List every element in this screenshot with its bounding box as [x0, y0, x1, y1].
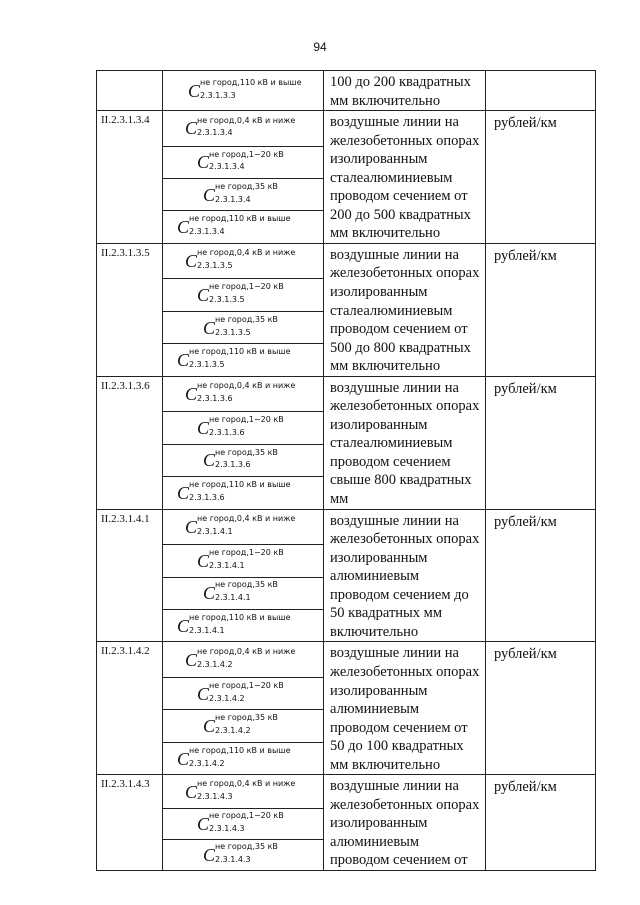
symbol-subscript: 2.3.1.3.5	[215, 327, 251, 337]
description-cell: воздушные линии на железобетонных опорах изолированным сталеалюминиевым проводом сечением свыше 800 квадратных мм	[324, 376, 486, 509]
symbol-superscript: не город,0,4 кВ и ниже	[197, 248, 296, 258]
symbol-subscript: 2.3.1.3.6	[215, 460, 251, 470]
symbol-cell	[163, 71, 324, 111]
symbol-cell	[163, 577, 324, 609]
unit-cell	[486, 71, 596, 111]
symbol-superscript: не город,35 кВ	[215, 713, 278, 723]
table-row	[97, 509, 596, 545]
symbol-superscript: не город,1−20 кВ	[209, 811, 284, 821]
symbol-superscript: не город,35 кВ	[215, 314, 278, 324]
code-cell: II.2.3.1.3.5	[97, 243, 163, 376]
symbol-subscript: 2.3.1.4.1	[209, 560, 245, 570]
symbol-subscript: 2.3.1.3.4	[189, 227, 225, 237]
unit-cell: рублей/км	[486, 775, 596, 871]
symbol-letter: C	[177, 217, 190, 238]
symbol-letter: C	[197, 814, 210, 835]
table-row	[97, 642, 596, 678]
symbol-subscript: 2.3.1.3.6	[189, 492, 225, 502]
symbol-cell	[163, 509, 324, 545]
symbol-subscript: 2.3.1.4.1	[197, 526, 233, 536]
symbol-letter: C	[197, 683, 210, 704]
symbol-subscript: 2.3.1.3.4	[209, 162, 245, 172]
symbol-superscript: не город,0,4 кВ и ниже	[197, 115, 296, 125]
symbol-letter: C	[185, 251, 198, 272]
symbol-cell	[163, 477, 324, 509]
symbol-cell	[163, 111, 324, 147]
symbol-superscript: не город,0,4 кВ и ниже	[197, 646, 296, 656]
symbol-cell	[163, 775, 324, 809]
symbol-subscript: 2.3.1.4.2	[215, 726, 251, 736]
symbol-cell	[163, 642, 324, 678]
symbol-superscript: не город,35 кВ	[215, 842, 278, 852]
symbol-superscript: не город,110 кВ и выше	[189, 347, 291, 357]
description-cell: воздушные линии на железобетонных опорах изолированным сталеалюминиевым проводом сечением от 500 до 800 квадратных мм включительно	[324, 243, 486, 376]
symbol-letter: C	[197, 285, 210, 306]
unit-cell: рублей/км	[486, 111, 596, 244]
symbol-letter: C	[203, 317, 216, 338]
symbol-superscript: не город,1−20 кВ	[209, 282, 284, 292]
symbol-subscript: 2.3.1.3.3	[200, 90, 236, 100]
symbol-superscript: не город,0,4 кВ и ниже	[197, 778, 296, 788]
symbol-cell	[163, 840, 324, 871]
table-row	[97, 775, 596, 809]
symbol-cell	[163, 211, 324, 243]
symbol-letter: C	[203, 450, 216, 471]
unit-cell: рублей/км	[486, 509, 596, 642]
symbol-letter: C	[185, 118, 198, 139]
symbol-cell	[163, 243, 324, 279]
symbol-superscript: не город,0,4 кВ и ниже	[197, 514, 296, 524]
symbol-letter: C	[188, 80, 201, 101]
page-number: 94	[313, 40, 327, 54]
symbol-letter: C	[177, 748, 190, 769]
symbol-subscript: 2.3.1.4.2	[197, 659, 233, 669]
symbol-letter: C	[185, 781, 198, 802]
symbol-letter: C	[177, 615, 190, 636]
symbol-cell	[163, 179, 324, 211]
symbol-subscript: 2.3.1.3.4	[215, 194, 251, 204]
description-cell: 100 до 200 квадратных мм включительно	[324, 71, 486, 111]
symbol-letter: C	[197, 152, 210, 173]
symbol-superscript: не город,0,4 кВ и ниже	[197, 381, 296, 391]
unit-cell: рублей/км	[486, 243, 596, 376]
table-row	[97, 376, 596, 412]
symbol-cell	[163, 376, 324, 412]
code-cell: II.2.3.1.4.2	[97, 642, 163, 775]
symbol-cell	[163, 609, 324, 641]
symbol-superscript: не город,1−20 кВ	[209, 680, 284, 690]
symbol-cell	[163, 344, 324, 376]
symbol-letter: C	[197, 550, 210, 571]
symbol-letter: C	[185, 516, 198, 537]
symbol-subscript: 2.3.1.3.5	[209, 295, 245, 305]
symbol-subscript: 2.3.1.4.1	[189, 625, 225, 635]
table-row	[97, 111, 596, 147]
symbol-superscript: не город,1−20 кВ	[209, 548, 284, 558]
description-cell: воздушные линии на железобетонных опорах изолированным сталеалюминиевым проводом сечением от 200 до 500 квадратных мм включительно	[324, 111, 486, 244]
symbol-cell	[163, 809, 324, 840]
symbol-cell	[163, 146, 324, 178]
unit-cell: рублей/км	[486, 376, 596, 509]
symbol-superscript: не город,1−20 кВ	[209, 149, 284, 159]
code-cell: II.2.3.1.4.3	[97, 775, 163, 871]
symbol-cell	[163, 677, 324, 709]
symbol-subscript: 2.3.1.4.3	[209, 824, 245, 834]
symbol-subscript: 2.3.1.3.6	[197, 394, 233, 404]
symbol-letter: C	[203, 583, 216, 604]
table-row	[97, 243, 596, 279]
code-cell: II.2.3.1.3.6	[97, 376, 163, 509]
symbol-superscript: не город,35 кВ	[215, 181, 278, 191]
symbol-subscript: 2.3.1.3.5	[189, 360, 225, 370]
symbol-cell	[163, 742, 324, 774]
symbol-cell	[163, 311, 324, 343]
symbol-letter: C	[185, 384, 198, 405]
unit-cell: рублей/км	[486, 642, 596, 775]
symbol-cell	[163, 444, 324, 476]
symbol-superscript: не город,35 кВ	[215, 447, 278, 457]
table-row	[97, 71, 596, 111]
symbol-cell	[163, 710, 324, 742]
symbol-superscript: не город,35 кВ	[215, 580, 278, 590]
code-cell: II.2.3.1.4.1	[97, 509, 163, 642]
description-cell: воздушные линии на железобетонных опорах изолированным алюминиевым проводом сечением от	[324, 775, 486, 871]
symbol-subscript: 2.3.1.3.4	[197, 128, 233, 138]
symbol-subscript: 2.3.1.4.1	[215, 593, 251, 603]
symbol-letter: C	[177, 482, 190, 503]
tariff-table	[96, 70, 596, 871]
symbol-superscript: не город,110 кВ и выше	[189, 612, 291, 622]
symbol-subscript: 2.3.1.3.6	[209, 428, 245, 437]
symbol-subscript: 2.3.1.4.3	[215, 855, 251, 865]
description-cell: воздушные линии на железобетонных опорах изолированным алюминиевым проводом сечением до 50 квадратных мм включительно	[324, 509, 486, 642]
symbol-cell	[163, 545, 324, 577]
symbol-subscript: 2.3.1.4.2	[209, 693, 245, 703]
symbol-letter: C	[203, 716, 216, 737]
symbol-superscript: не город,110 кВ и выше	[189, 480, 291, 490]
symbol-subscript: 2.3.1.4.2	[189, 758, 225, 768]
symbol-superscript: не город,110 кВ и выше	[200, 77, 302, 87]
symbol-letter: C	[177, 350, 190, 371]
symbol-letter: C	[197, 418, 210, 438]
symbol-letter: C	[203, 184, 216, 205]
symbol-letter: C	[203, 845, 216, 866]
symbol-subscript: 2.3.1.3.5	[197, 261, 233, 271]
symbol-superscript: не город,110 кВ и выше	[189, 745, 291, 755]
symbol-superscript: не город,1−20 кВ	[209, 415, 284, 425]
description-cell: воздушные линии на железобетонных опорах изолированным алюминиевым проводом сечением от 50 до 100 квадратных мм включительно	[324, 642, 486, 775]
code-cell: II.2.3.1.3.4	[97, 111, 163, 244]
code-cell	[97, 71, 163, 111]
symbol-letter: C	[185, 649, 198, 670]
symbol-superscript: не город,110 кВ и выше	[189, 214, 291, 224]
symbol-cell	[163, 279, 324, 311]
symbol-cell	[163, 412, 324, 444]
symbol-subscript: 2.3.1.4.3	[197, 791, 233, 801]
